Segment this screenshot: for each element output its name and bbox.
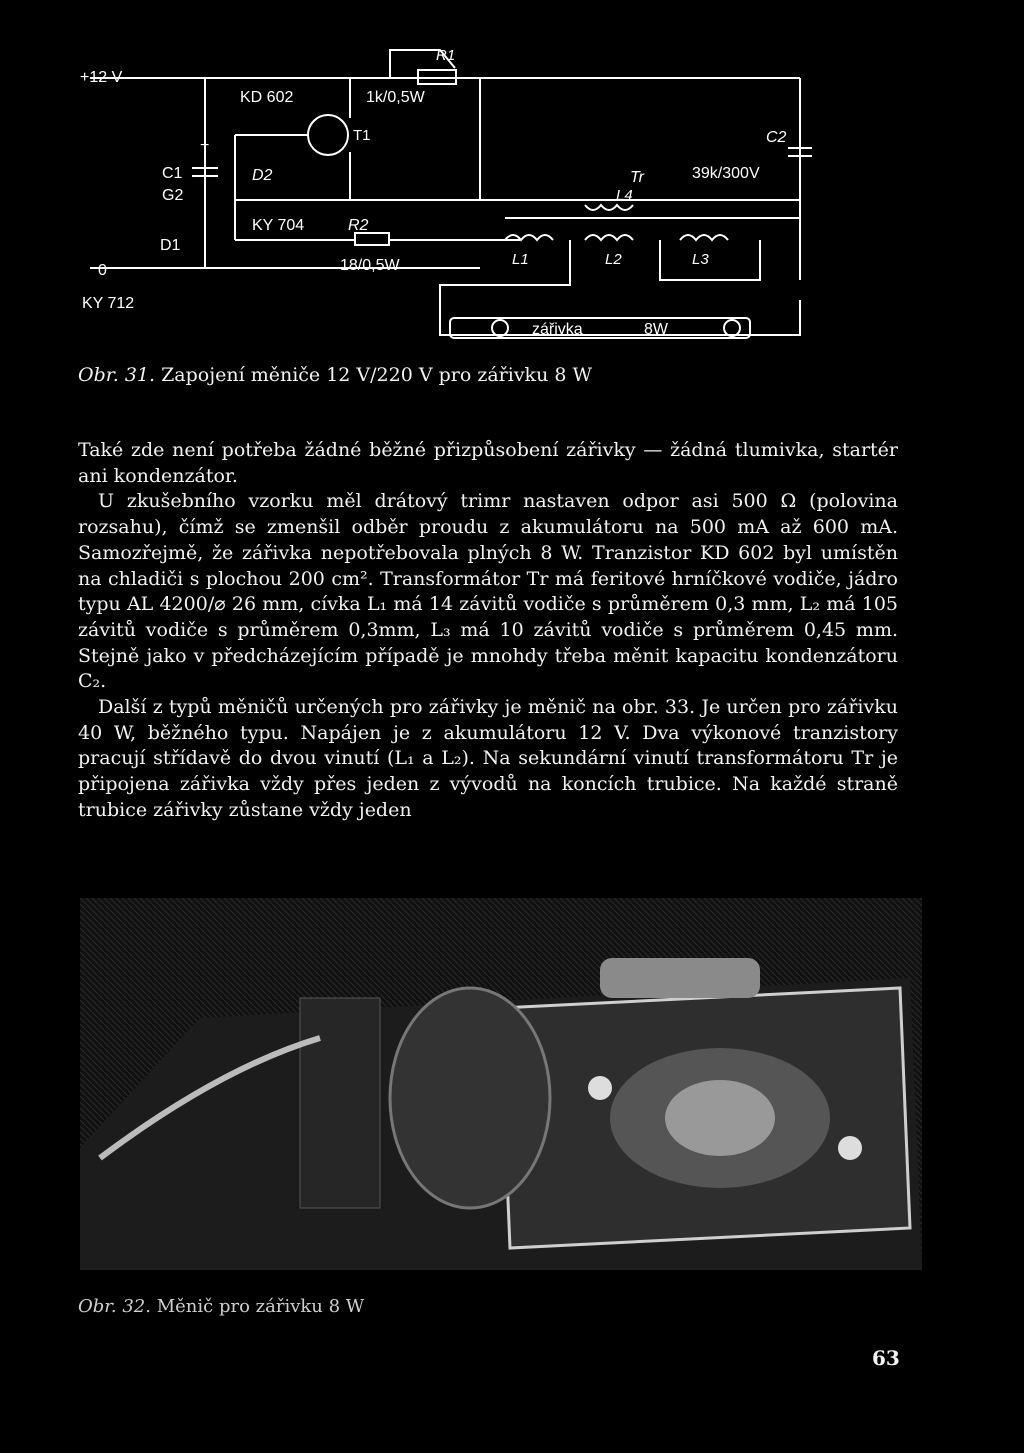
body-text xyxy=(78,438,898,824)
label-l3: L3 xyxy=(692,251,709,268)
circuit-schematic xyxy=(60,40,820,360)
label-c1-value: G2 xyxy=(162,187,184,204)
label-t1: T1 xyxy=(353,127,371,144)
label-r2-value: 18/0,5W xyxy=(340,257,400,274)
label-kd602: KD 602 xyxy=(240,89,294,106)
figure-32-text: Měnič pro zářivku 8 W xyxy=(156,1296,365,1317)
label-ky712: KY 712 xyxy=(82,295,135,312)
label-l2: L2 xyxy=(605,251,622,268)
label-c1: C1 xyxy=(162,165,183,182)
paragraph-3: Další z typů měničů určených pro zářivky je měnič na obr. 33. Je určen pro zářivku 40 W, běžného typu. Napájen je z akumulátoru 12 V. Dva výkonové tranzistory pracují střídavě do dvou vinutí (L₁ a L₂). Na sekundární vinutí transformátoru Tr je připojena zářivka vždy přes jeden z vývodů na koncích trubice. Na každé straně trubice zářivky zůstane vždy jeden xyxy=(78,696,898,821)
label-plus12v: +12 V xyxy=(80,69,123,86)
paragraph-1: Také zde není potřeba žádné běžné přizpůsobení zářivky — žádná tlumivka, startér ani kondenzátor. xyxy=(78,439,898,487)
label-r1: R1 xyxy=(436,47,456,64)
label-l4: L4 xyxy=(616,187,633,204)
label-lamp: zářivka xyxy=(532,321,583,338)
label-d1: D1 xyxy=(160,237,181,254)
label-zero: 0 xyxy=(98,262,107,279)
figure-31-label: Obr. 31. xyxy=(78,364,156,386)
label-tr: Tr xyxy=(630,169,644,186)
label-ky704: KY 704 xyxy=(252,217,305,234)
label-r2: R2 xyxy=(348,217,369,234)
converter-photo xyxy=(80,898,922,1270)
label-c2: C2 xyxy=(766,129,787,146)
label-d2: D2 xyxy=(252,167,273,184)
paragraph-2: U zkušebního vzorku měl drátový trimr nastaven odpor asi 500 Ω (polovina rozsahu), čímž se zmenšil odběr proudu z akumulátoru na 500 mA až 600 mA. Samozřejmě, že zářivka nepotřebovala plných 8 W. Tranzistor KD 602 byl umístěn na chladiči s plochou 200 cm². Transformátor Tr má feritové hrníčkové vodiče, jádro typu AL 4200/⌀ 26 mm, cívka L₁ má 14 závitů vodiče s průměrem 0,3 mm, L₂ má 105 závitů vodiče s průměrem 0,3mm, L₃ má 10 závitů vodiče s průměrem 0,45 mm. Stejně jako v předcházejícím případě je mnohdy třeba měnit kapacitu kondenzátoru C₂. xyxy=(78,490,898,693)
label-plus-sign: + xyxy=(200,137,210,154)
label-c2-value: 39k/300V xyxy=(692,165,760,182)
figure-32-label: Obr. 32. xyxy=(78,1296,151,1317)
figure-31-caption xyxy=(78,364,592,386)
label-l1: L1 xyxy=(512,251,529,268)
figure-31-text: Zapojení měniče 12 V/220 V pro zářivku 8 W xyxy=(161,364,593,386)
label-r1-value: 1k/0,5W xyxy=(366,89,425,106)
figure-32-caption xyxy=(78,1296,364,1317)
page-number: 63 xyxy=(872,1346,900,1370)
label-lamp-power: 8W xyxy=(644,321,668,338)
